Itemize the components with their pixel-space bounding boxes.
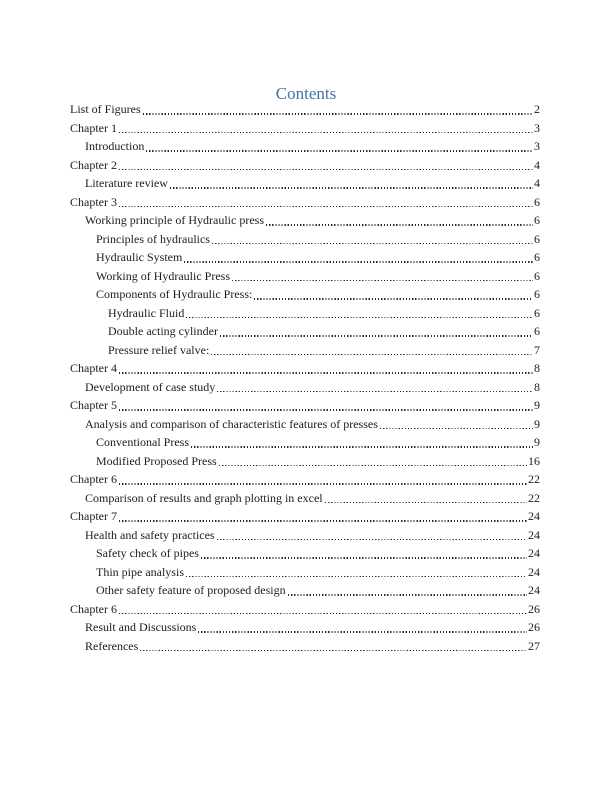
dot-leader — [143, 113, 533, 114]
toc-entry-label: Chapter 5 — [70, 398, 117, 412]
dot-leader — [119, 372, 533, 373]
toc-entry-label: Chapter 7 — [70, 509, 117, 523]
dot-leader — [119, 613, 527, 614]
toc-entry[interactable] — [70, 526, 540, 545]
dot-leader — [119, 520, 527, 521]
toc-entry-label: Conventional Press — [96, 435, 189, 449]
dot-leader — [119, 169, 533, 170]
toc-entry-label: Hydraulic System — [96, 250, 183, 264]
toc-page-number: 6 — [534, 305, 540, 320]
toc-entry[interactable] — [70, 544, 540, 563]
toc-entry[interactable] — [70, 563, 540, 582]
toc-entry[interactable] — [70, 618, 540, 637]
toc-page-number: 6 — [534, 250, 540, 264]
toc-page-number: 6 — [534, 231, 540, 246]
toc-page-number: 6 — [534, 287, 540, 301]
toc-entry-label: References — [85, 638, 139, 653]
toc-entry[interactable] — [70, 378, 540, 397]
toc-entry[interactable] — [70, 174, 540, 193]
toc-entry[interactable] — [70, 359, 540, 378]
toc-page-number: 3 — [534, 139, 540, 153]
dot-leader — [146, 150, 533, 151]
toc-entry-label: List of Figures — [70, 102, 141, 116]
toc-entry[interactable] — [70, 137, 540, 156]
toc-entry[interactable] — [70, 285, 540, 304]
toc-entry-label: Double acting cylinder — [108, 324, 218, 338]
toc-page-number: 6 — [534, 324, 540, 338]
dot-leader — [119, 206, 533, 207]
dot-leader — [198, 631, 527, 632]
dot-leader — [140, 650, 527, 651]
toc-entry-label: Comparison of results and graph plotting in excel — [85, 490, 323, 505]
dot-leader — [220, 335, 533, 336]
toc-entry-label: Analysis and comparison of characteristic features of presses — [85, 416, 378, 431]
toc-entry[interactable] — [70, 211, 540, 230]
toc-entry[interactable] — [70, 415, 540, 434]
toc-page-number: 4 — [534, 157, 540, 172]
toc-entry[interactable] — [70, 507, 540, 526]
toc-page-number: 7 — [534, 342, 540, 357]
toc-entry[interactable] — [70, 267, 540, 286]
toc-entry[interactable] — [70, 304, 540, 323]
toc-entry-label: Chapter 3 — [70, 194, 117, 209]
toc-page-number: 24 — [528, 564, 540, 579]
toc-page-number: 27 — [528, 638, 540, 653]
toc-entry-label: Chapter 1 — [70, 120, 117, 135]
dot-leader — [201, 557, 527, 558]
dot-leader — [119, 483, 527, 484]
toc-entry-label: Thin pipe analysis — [96, 564, 184, 579]
toc-entry[interactable] — [70, 193, 540, 212]
toc-entry-label: Hydraulic Fluid — [108, 305, 185, 320]
toc-entry[interactable] — [70, 396, 540, 415]
toc-entry-label: Other safety feature of proposed design — [96, 583, 286, 597]
dot-leader — [217, 391, 533, 392]
toc-page-number: 22 — [528, 472, 540, 486]
dot-leader — [211, 354, 533, 355]
toc-entry-label: Safety check of pipes — [96, 546, 199, 560]
toc-entry[interactable] — [70, 100, 540, 119]
toc-page-number: 26 — [528, 620, 540, 634]
toc-entry[interactable] — [70, 600, 540, 619]
dot-leader — [217, 539, 527, 540]
toc-page-number: 24 — [528, 583, 540, 597]
dot-leader — [380, 428, 533, 429]
toc-page-number: 4 — [534, 176, 540, 190]
toc-page-number: 24 — [528, 527, 540, 542]
toc-entry[interactable] — [70, 119, 540, 138]
toc-entry-label: Development of case study — [85, 379, 216, 394]
toc-entry[interactable] — [70, 470, 540, 489]
toc-page-number: 9 — [534, 416, 540, 431]
dot-leader — [232, 280, 533, 281]
toc-entry-label: Result and Discussions — [85, 620, 197, 634]
toc-page-number: 26 — [528, 601, 540, 616]
dot-leader — [212, 243, 533, 244]
toc-page-number: 2 — [534, 102, 540, 116]
toc-entry-label: Chapter 2 — [70, 157, 117, 172]
toc-entry-label: Chapter 6 — [70, 472, 117, 486]
toc-entry-label: Chapter 4 — [70, 361, 117, 375]
toc-page-number: 24 — [528, 546, 540, 560]
dot-leader — [184, 261, 533, 262]
toc-page-number: 16 — [528, 453, 540, 468]
toc-entry-label: Working principle of Hydraulic press — [85, 213, 264, 227]
dot-leader — [119, 132, 533, 133]
toc-entry[interactable] — [70, 230, 540, 249]
dot-leader — [186, 317, 533, 318]
dot-leader — [119, 409, 533, 410]
toc-entry-label: Health and safety practices — [85, 527, 215, 542]
toc-entry[interactable] — [70, 637, 540, 656]
toc-page-number: 3 — [534, 120, 540, 135]
toc-page-number: 8 — [534, 361, 540, 375]
dot-leader — [266, 224, 533, 225]
toc-entry[interactable] — [70, 341, 540, 360]
toc-entry[interactable] — [70, 433, 540, 452]
toc-page-number: 6 — [534, 268, 540, 283]
toc-entry-label: Pressure relief valve: — [108, 342, 210, 357]
toc-page-number: 24 — [528, 509, 540, 523]
toc-entry[interactable] — [70, 248, 540, 267]
dot-leader — [170, 187, 533, 188]
dot-leader — [191, 446, 533, 447]
toc-list — [70, 100, 540, 655]
toc-entry-label: Chapter 6 — [70, 601, 117, 616]
toc-title: Contents — [275, 84, 337, 103]
toc-page-number: 9 — [534, 435, 540, 449]
toc-entry-label: Working of Hydraulic Press — [96, 268, 231, 283]
dot-leader — [254, 298, 533, 299]
toc-entry[interactable] — [70, 581, 540, 600]
dot-leader — [186, 576, 527, 577]
toc-entry-label: Modified Proposed Press — [96, 453, 217, 468]
toc-page-number: 9 — [534, 398, 540, 412]
toc-entry-label: Literature review — [85, 176, 168, 190]
toc-entry-label: Components of Hydraulic Press: — [96, 287, 253, 301]
dot-leader — [219, 465, 527, 466]
toc-page-number: 22 — [528, 490, 540, 505]
toc-page-number: 6 — [534, 194, 540, 209]
toc-entry[interactable] — [70, 156, 540, 175]
toc-page-number: 8 — [534, 379, 540, 394]
toc-page-number: 6 — [534, 213, 540, 227]
dot-leader — [325, 502, 527, 503]
toc-entry-label: Introduction — [85, 139, 145, 153]
dot-leader — [288, 594, 527, 595]
toc-entry[interactable] — [70, 489, 540, 508]
toc-entry[interactable] — [70, 322, 540, 341]
toc-entry-label: Principles of hydraulics — [96, 231, 210, 246]
toc-entry[interactable] — [70, 452, 540, 471]
